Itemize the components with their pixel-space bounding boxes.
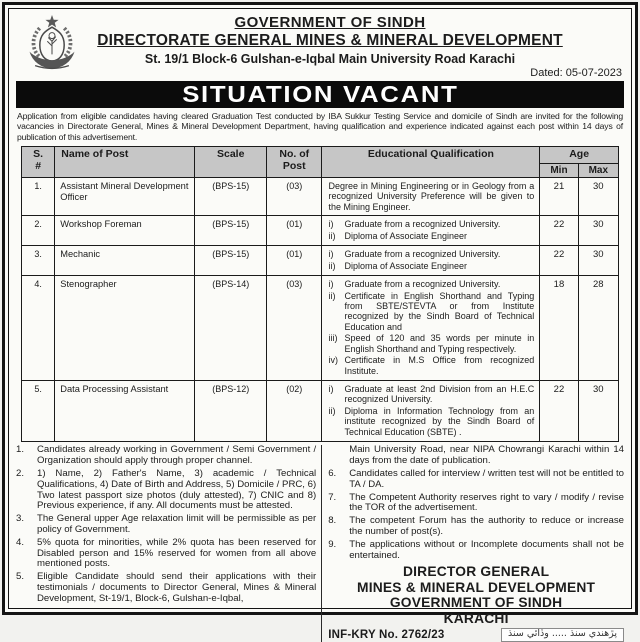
col-header-count-line1: No. of <box>279 148 310 161</box>
table-header-row <box>22 147 619 164</box>
qualification-item-label: i) <box>328 249 334 260</box>
terms-left-column <box>16 445 321 642</box>
row-count: (02) <box>267 381 322 442</box>
term-number: 6. <box>328 467 337 479</box>
signature-government: GOVERNMENT OF SINDH <box>389 595 563 611</box>
row-scale: (BPS-15) <box>195 246 267 276</box>
term-text: Candidates already working in Government / Semi Government / Organization should apply through proper channel. <box>37 444 317 467</box>
row-age-min: 22 <box>540 381 578 442</box>
row-sno: 1. <box>22 178 55 216</box>
row-qualification <box>322 216 540 246</box>
qualification-item-label: ii) <box>328 230 336 241</box>
term-item <box>16 514 316 536</box>
advert-outer-border <box>2 2 638 641</box>
table-row <box>22 216 619 246</box>
term-text: The competent Forum has the authority to reduce or increase the number of post(s). <box>349 515 624 537</box>
row-qualification <box>322 381 540 442</box>
row-scale: (BPS-12) <box>195 381 267 442</box>
intro-paragraph: Application from eligible candidates having cleared Graduation Test conducted by IBA Sukkur Testing Service and domicile of Sindh are invited for the following vacancies in Directorate General, Mines & Mineral Development Department, having qualification and experience indicated against each post within 14 days of publication of this advertisement. <box>17 111 623 142</box>
row-post: Workshop Foreman <box>55 216 195 246</box>
table-row <box>22 246 619 276</box>
office-address: St. 19/1 Block-6 Gulshan-e-Iqbal Main University Road Karachi <box>144 52 516 66</box>
signature-title: DIRECTOR GENERAL <box>402 564 550 580</box>
term-number: 2. <box>16 467 25 479</box>
sindhi-motto-box: پڙهندي سنڌ ..... وڏائي سنڌ <box>501 628 624 642</box>
signature-block <box>328 564 624 626</box>
term-text: 1) Name, 2) Father's Name, 3) academic / Technical Qualifications, 4) Date of Birth and Address, 5) Domicile / PRC, 6) Two latest passport size photos (duly attested), 7) CNIC and 8) Previous experience, if any. All documents must be attested. <box>37 467 317 512</box>
banner-title: SITUATION VACANT <box>181 81 459 107</box>
row-post: Mechanic <box>55 246 195 276</box>
term-number: 8. <box>328 515 337 527</box>
qualification-item-text: Diploma of Associate Engineer <box>344 230 468 241</box>
qualification-item-text: Graduate from a recognized University. <box>344 249 501 260</box>
qualification-item <box>324 231 536 241</box>
row-scale: (BPS-14) <box>195 276 267 381</box>
qualification-item-label: iii) <box>328 333 338 344</box>
row-qualification <box>322 276 540 381</box>
qualification-item <box>324 355 536 376</box>
situation-vacant-banner <box>16 81 624 108</box>
row-sno: 4. <box>22 276 55 381</box>
row-post: Assistant Mineral Development Officer <box>55 178 195 216</box>
term-continuation: Main University Road, near NIPA Chowrangi Karachi within 14 days from the date of publication. <box>349 444 624 467</box>
row-qualification <box>322 246 540 276</box>
col-header-sno <box>22 147 55 178</box>
qualification-item-text: Graduate at least 2nd Division from an H.E.C recognized University. <box>344 384 535 405</box>
sindh-government-crest-icon <box>22 13 82 77</box>
term-text: Eligible Candidate should send their applications with their testimonials / documents to Director General, Mines & Mineral Development, St-19/1, Block-6, Gulshan-e-Iqbal, <box>37 571 317 604</box>
term-number: 7. <box>328 491 337 503</box>
government-title: GOVERNMENT OF SINDH <box>234 14 426 31</box>
term-text: The Competent Authority reserves right to vary / modify / revise the TOR of the advertisement. <box>349 491 624 514</box>
term-item <box>16 469 316 512</box>
term-item <box>16 445 316 467</box>
qualification-item-label: i) <box>328 219 334 230</box>
terms-section <box>16 445 624 642</box>
term-text: Candidates called for interview / written test will not be entitled to TA / DA. <box>349 467 624 490</box>
col-header-sno-line1: S. <box>33 148 44 161</box>
qualification-item <box>324 219 536 229</box>
term-text: The applications without or Incomplete documents shall not be entertained. <box>349 538 624 561</box>
col-header-age-min: Min <box>540 164 578 178</box>
row-post: Data Processing Assistant <box>55 381 195 442</box>
table-row <box>22 276 619 381</box>
term-item <box>328 469 624 491</box>
row-age-max: 30 <box>578 178 618 216</box>
row-scale: (BPS-15) <box>195 216 267 246</box>
table-row <box>22 178 619 216</box>
row-age-max: 28 <box>578 276 618 381</box>
row-qualification <box>322 178 540 216</box>
header-text-block <box>16 12 624 66</box>
qualification-item-text: Diploma of Associate Engineer <box>344 260 468 271</box>
col-header-count-line2: Post <box>282 160 306 172</box>
qualification-item <box>324 291 536 333</box>
row-sno: 2. <box>22 216 55 246</box>
row-post: Stenographer <box>55 276 195 381</box>
qualification-item-label: i) <box>328 384 334 394</box>
row-age-min: 21 <box>540 178 578 216</box>
qualification-item-label: i) <box>328 279 334 290</box>
qualification-item-label: ii) <box>328 260 336 271</box>
term-number: 9. <box>328 538 337 550</box>
row-age-min: 18 <box>540 276 578 381</box>
col-header-post: Name of Post <box>55 147 195 178</box>
qualification-item-text: Diploma in Information Technology from an institute recognized by the Sindh Board of Technical Education (SBTE) . <box>344 405 535 437</box>
qualification-item <box>324 279 536 289</box>
table-row <box>22 381 619 442</box>
qualification-item <box>324 384 536 405</box>
term-number: 3. <box>16 513 25 525</box>
row-scale: (BPS-15) <box>195 178 267 216</box>
dated-line: Dated: 05-07-2023 <box>530 67 622 79</box>
row-count: (01) <box>267 216 322 246</box>
footer-row <box>328 628 624 642</box>
directorate-title: DIRECTORATE GENERAL MINES & MINERAL DEVELOPMENT <box>97 32 563 49</box>
row-sno: 3. <box>22 246 55 276</box>
col-header-scale: Scale <box>195 147 267 178</box>
term-item <box>16 572 316 604</box>
col-header-age-max: Max <box>578 164 618 178</box>
qualification-item-text: Speed of 120 and 35 words per minute in English Shorthand and Typing respectively. <box>344 333 535 354</box>
term-text: 5% quota for minorities, while 2% quota has been reserved for Disabled person and 15% reserved for women from all above mentioned posts. <box>37 536 317 570</box>
col-header-qualification: Educational Qualification <box>322 147 540 178</box>
term-item <box>328 516 624 538</box>
term-item <box>328 540 624 562</box>
term-number: 4. <box>16 536 25 548</box>
qualification-item <box>324 249 536 259</box>
term-item <box>328 493 624 515</box>
terms-right-column <box>321 445 624 642</box>
qualification-item-text: Graduate from a recognized University. <box>344 219 501 230</box>
qualification-item-text: Certificate in M.S Office from recognized Institute. <box>344 355 535 376</box>
term-number: 5. <box>16 571 25 583</box>
row-count: (03) <box>267 276 322 381</box>
qualification-item-label: ii) <box>328 405 336 416</box>
qualification-item <box>324 261 536 271</box>
advert-header <box>16 12 624 79</box>
term-text: The General upper Age relaxation limit will be permissible as per policy of Government. <box>37 513 317 535</box>
qualification-item <box>324 406 536 437</box>
col-header-count <box>267 147 322 178</box>
col-header-sno-line2: # <box>35 160 42 172</box>
qualification-text: Degree in Mining Engineering or in Geology from a recognized University Preference will be given to the Mining Engineer. <box>328 181 535 212</box>
row-sno: 5. <box>22 381 55 442</box>
row-age-min: 22 <box>540 246 578 276</box>
row-age-max: 30 <box>578 381 618 442</box>
row-age-max: 30 <box>578 216 618 246</box>
advert-inner-frame <box>8 8 632 641</box>
qualification-item <box>324 333 536 354</box>
vacancy-table <box>21 146 619 442</box>
row-count: (01) <box>267 246 322 276</box>
row-count: (03) <box>267 178 322 216</box>
signature-department: MINES & MINERAL DEVELOPMENT <box>357 579 596 595</box>
col-header-age: Age <box>540 147 619 164</box>
qualification-item-label: iv) <box>328 355 338 366</box>
row-age-min: 22 <box>540 216 578 246</box>
term-number: 1. <box>16 444 25 456</box>
qualification-item-label: ii) <box>328 290 336 301</box>
qualification-item-text: Certificate in English Shorthand and Typing from SBTE/STEVTA or from Institute recognized by the Sindh Board of Technical Education and <box>344 290 535 332</box>
qualification-item-text: Graduate from a recognized University. <box>344 279 501 290</box>
inf-number: INF-KRY No. 2762/23 <box>328 628 445 641</box>
term-item <box>16 538 316 570</box>
signature-city: KARACHI <box>443 610 509 626</box>
row-age-max: 30 <box>578 246 618 276</box>
